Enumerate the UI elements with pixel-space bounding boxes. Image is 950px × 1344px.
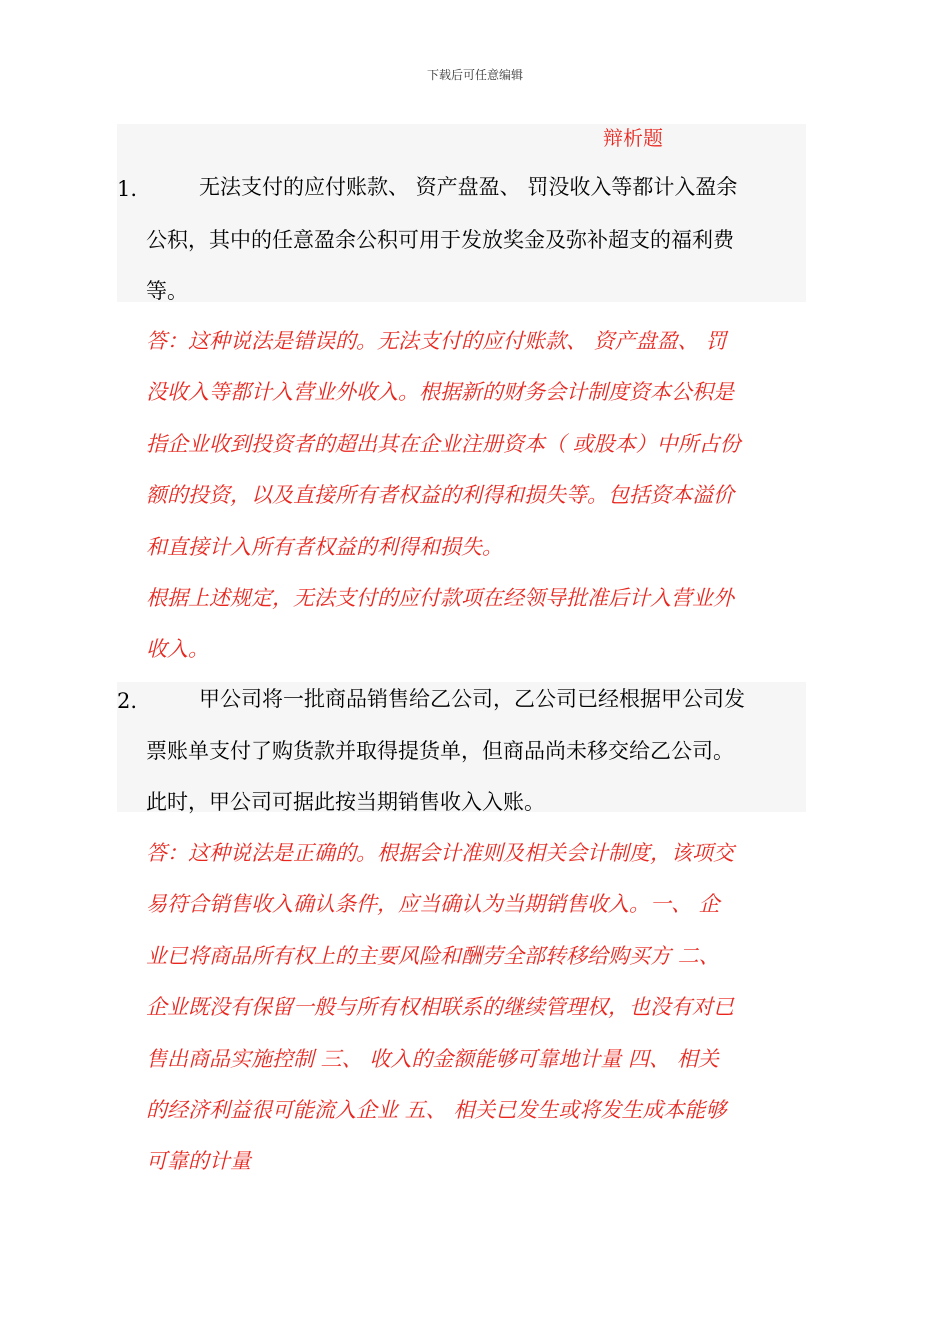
answer-1-line: 额的投资，以及直接所有者权益的利得和损失等。包括资本溢价 xyxy=(146,483,734,507)
page-header: 下载后可任意编辑 xyxy=(426,68,523,82)
question-1-line: 无法支付的应付账款、 资产盘盈、 罚没收入等都计入盈余 xyxy=(199,175,738,199)
question-1-line: 公积，其中的任意盈余公积可用于发放奖金及弥补超支的福利费 xyxy=(146,228,734,252)
answer-1-line: 没收入等都计入营业外收入。根据新的财务会计制度资本公积是 xyxy=(146,380,734,404)
section-title: 辩析题 xyxy=(603,126,663,150)
answer-1-line: 和直接计入所有者权益的利得和损失。 xyxy=(146,535,503,559)
answer-2-line: 售出商品实施控制 三、 收入的金额能够可靠地计量 四、 相关 xyxy=(146,1047,719,1071)
answer-1-line: 收入。 xyxy=(146,637,209,661)
answer-2-line: 业已将商品所有权上的主要风险和酬劳全部转移给购买方 二、 xyxy=(146,944,720,968)
question-2-line: 甲公司将一批商品销售给乙公司，乙公司已经根据甲公司发 xyxy=(199,687,745,711)
answer-1-line: 根据上述规定，无法支付的应付款项在经领导批准后计入营业外 xyxy=(146,586,734,610)
question-1-line: 等。 xyxy=(146,279,188,303)
answer-2-line: 企业既没有保留一般与所有权相联系的继续管理权，也没有对已 xyxy=(146,995,734,1019)
answer-2-line: 答：这种说法是正确的。根据会计准则及相关会计制度，该项交 xyxy=(146,841,734,865)
answer-1-line: 答：这种说法是错误的。无法支付的应付账款、 资产盘盈、 罚 xyxy=(146,329,727,353)
question-1-background xyxy=(117,124,806,302)
answer-2-line: 的经济利益很可能流入企业 五、 相关已发生或将发生成本能够 xyxy=(146,1098,727,1122)
answer-1-line: 指企业收到投资者的超出其在企业注册资本（ 或股本）中所占份 xyxy=(146,432,741,456)
question-2-line: 票账单支付了购货款并取得提货单，但商品尚未移交给乙公司。 xyxy=(146,739,734,763)
question-2-line: 此时，甲公司可据此按当期销售收入入账。 xyxy=(146,790,545,814)
answer-2-line: 易符合销售收入确认条件，应当确认为当期销售收入。一、 企 xyxy=(146,892,720,916)
answer-2-line: 可靠的计量 xyxy=(146,1149,251,1173)
question-2-number: 2. xyxy=(117,689,138,713)
question-1-number: 1. xyxy=(117,177,138,201)
